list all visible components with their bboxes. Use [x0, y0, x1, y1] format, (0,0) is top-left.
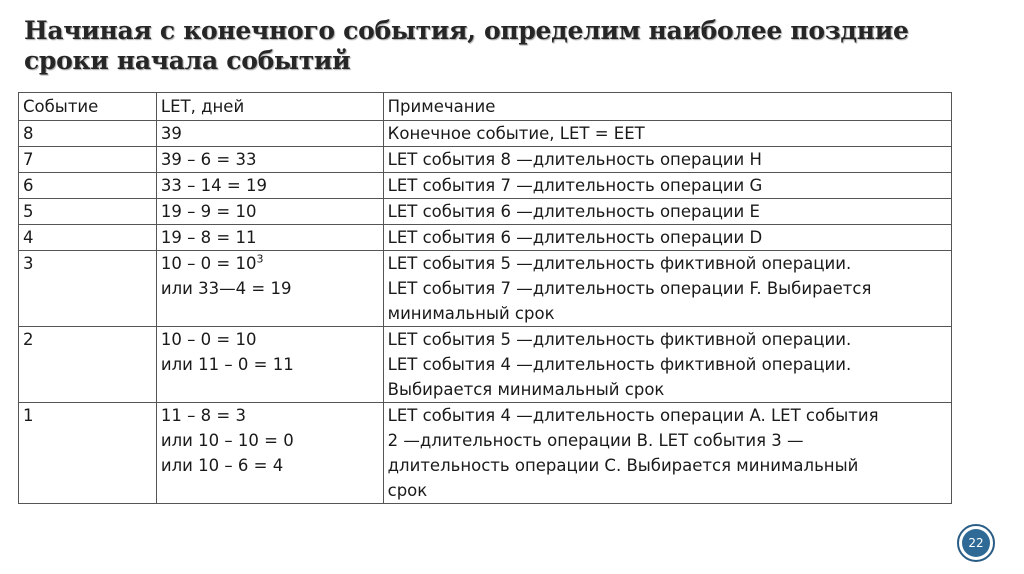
- table-row: [19, 121, 952, 147]
- note-cell: [383, 173, 951, 199]
- let-line: [161, 251, 379, 276]
- let-line: или 10 – 6 = 4: [160, 456, 284, 475]
- let-line: 39: [160, 124, 182, 143]
- table-row: [19, 173, 952, 199]
- let-line: 39 – 6 = 33: [160, 150, 257, 169]
- event-cell: 4: [19, 225, 157, 251]
- let-line: или 11 – 0 = 11: [160, 355, 294, 374]
- header-let: LET, дней: [156, 93, 383, 121]
- event-cell: 1: [19, 403, 157, 504]
- note-line: LET события 5 —длительность фиктивной операции.: [387, 330, 852, 349]
- page-number: 22: [962, 529, 990, 557]
- event-cell: 5: [19, 199, 157, 225]
- note-line: минимальный срок: [387, 304, 555, 323]
- note-cell: [383, 225, 951, 251]
- let-line: 19 – 9 = 10: [160, 202, 257, 221]
- let-cell: [156, 327, 383, 403]
- let-superscript: 3: [256, 252, 264, 266]
- header-event: Событие: [19, 93, 157, 121]
- note-cell: [383, 121, 951, 147]
- table-row: [19, 147, 952, 173]
- note-line: Конечное событие, LET = EET: [387, 124, 645, 143]
- note-line: срок: [387, 481, 428, 500]
- note-line: LET события 7 —длительность операции F. Выбирается: [387, 279, 872, 298]
- slide-title: Начиная с конечного события, определим наиболее поздние сроки начала событий: [24, 16, 909, 75]
- page-number-badge: [957, 524, 995, 562]
- header-note: Примечание: [383, 93, 951, 121]
- table-row: [19, 327, 952, 403]
- let-line: 19 – 8 = 11: [160, 228, 257, 247]
- note-cell: [383, 403, 951, 504]
- let-text: 10 – 0 = 10: [160, 254, 257, 273]
- let-cell: [156, 225, 383, 251]
- let-table: [18, 92, 952, 504]
- note-line: длительность операции C. Выбирается минимальный: [387, 456, 859, 475]
- event-cell: 6: [19, 173, 157, 199]
- note-cell: [383, 251, 951, 327]
- let-line: 33 – 14 = 19: [160, 176, 267, 195]
- note-cell: [383, 327, 951, 403]
- let-cell: [156, 121, 383, 147]
- let-line: или 33—4 = 19: [160, 279, 292, 298]
- note-line: LET события 5 —длительность фиктивной операции.: [387, 254, 852, 273]
- let-line: 11 – 8 = 3: [160, 406, 246, 425]
- table-row: [19, 251, 952, 327]
- note-line: LET события 6 —длительность операции D: [387, 228, 763, 247]
- table-row: [19, 225, 952, 251]
- note-line: LET события 7 —длительность операции G: [387, 176, 763, 195]
- let-cell: [156, 251, 383, 327]
- event-cell: 3: [19, 251, 157, 327]
- let-cell: [156, 147, 383, 173]
- event-cell: 2: [19, 327, 157, 403]
- event-cell: 7: [19, 147, 157, 173]
- let-cell: [156, 199, 383, 225]
- table-row: [19, 199, 952, 225]
- let-line: 10 – 0 = 10: [160, 330, 257, 349]
- let-cell: [156, 173, 383, 199]
- note-line: LET события 8 —длительность операции H: [387, 150, 762, 169]
- note-cell: [383, 199, 951, 225]
- note-line: LET события 4 —длительность операции A. LET события: [387, 406, 879, 425]
- note-line: 2 —длительность операции B. LET события 3 —: [387, 431, 804, 450]
- let-line: или 10 – 10 = 0: [160, 431, 294, 450]
- let-cell: [156, 403, 383, 504]
- note-cell: [383, 147, 951, 173]
- event-cell: 8: [19, 121, 157, 147]
- note-line: Выбирается минимальный срок: [387, 380, 665, 399]
- table-header-row: [19, 93, 952, 121]
- table-row: [19, 403, 952, 504]
- note-line: LET события 6 —длительность операции E: [387, 202, 760, 221]
- note-line: LET события 4 —длительность фиктивной операции.: [387, 355, 852, 374]
